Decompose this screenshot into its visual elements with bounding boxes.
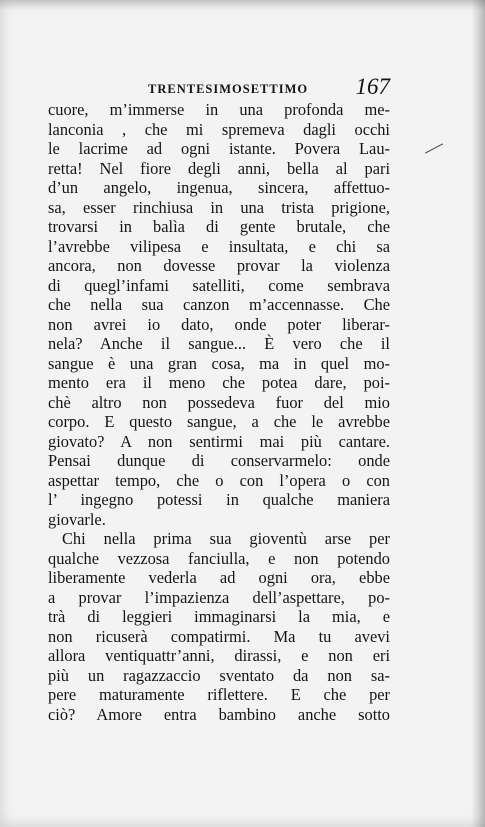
text-line: trà di leggieri immaginarsi la mia, e bbox=[48, 607, 390, 626]
page-number: 167 bbox=[355, 74, 390, 99]
text-line: ancora, non dovesse provar la violenza bbox=[48, 256, 390, 275]
text-line: chè altro non possedeva fuor del mio bbox=[48, 392, 390, 412]
page-header bbox=[48, 76, 390, 100]
text-line: sa, esser rinchiusa in una trista prigione, bbox=[48, 197, 390, 217]
text-line: non avrei io dato, onde poter liberar- bbox=[48, 314, 390, 334]
text-line: a provar l’impazienza dell’aspettare, po- bbox=[48, 587, 390, 607]
text-line: mento era il meno che potea dare, poi- bbox=[48, 373, 390, 392]
text-line: nela? Anche il sangue... È vero che il bbox=[48, 334, 390, 353]
text-line: le lacrime ad ogni istante. Povera Lau- bbox=[48, 139, 390, 158]
text-line: giovato? A non sentirmi mai più cantare. bbox=[48, 431, 390, 451]
text-line: più un ragazzaccio sventato da non sa- bbox=[48, 665, 390, 685]
text-line: l’ ingegno potessi in qualche maniera bbox=[48, 490, 390, 509]
text-line: di quegl’infami satelliti, come sembrava bbox=[48, 275, 390, 295]
text-line: retta! Nel fiore degli anni, bella al pari bbox=[48, 158, 390, 178]
text-line: trovarsi in balìa di gente brutale, che bbox=[48, 217, 390, 236]
text-line: Chi nella prima sua gioventù arse per bbox=[62, 529, 390, 548]
running-head: TRENTESIMOSETTIMO bbox=[148, 82, 309, 96]
text-line: non ricuserà compatirmi. Ma tu avevi bbox=[48, 626, 390, 646]
text-line: liberamente vederla ad ogni ora, ebbe bbox=[48, 568, 390, 587]
text-line: cuore, m’immerse in una profonda me- bbox=[48, 100, 390, 119]
text-line: sangue è una gran cosa, ma in quel mo- bbox=[48, 353, 390, 373]
text-line: corpo. E questo sangue, a che le avrebbe bbox=[48, 412, 390, 431]
text-line: qualche vezzosa fanciulla, e non potendo bbox=[48, 548, 390, 568]
text-line: aspettar tempo, che o con l’opera o con bbox=[48, 470, 390, 490]
text-line: lanconia , che mi spremeva dagli occhi bbox=[48, 119, 390, 139]
text-line: l’avrebbe vilipesa e insultata, e chi sa bbox=[48, 236, 390, 256]
text-line: d’un angelo, ingenua, sincera, affettuo- bbox=[48, 178, 390, 197]
text-line: allora ventiquattr’anni, dirassi, e non eri bbox=[48, 646, 390, 665]
text-line: ciò? Amore entra bambino anche sotto bbox=[48, 704, 390, 724]
text-line: pere maturamente riflettere. E che per bbox=[48, 685, 390, 704]
text-line: Pensai dunque di conservarmelo: onde bbox=[48, 451, 390, 470]
margin-pencil-mark bbox=[425, 143, 443, 153]
body-text bbox=[48, 100, 390, 724]
page-top-shadow bbox=[0, 0, 485, 10]
page-right-shadow bbox=[471, 0, 485, 827]
text-line: che nella sua canzon m’accennasse. Che bbox=[48, 295, 390, 314]
text-line: giovarle. bbox=[48, 509, 106, 529]
